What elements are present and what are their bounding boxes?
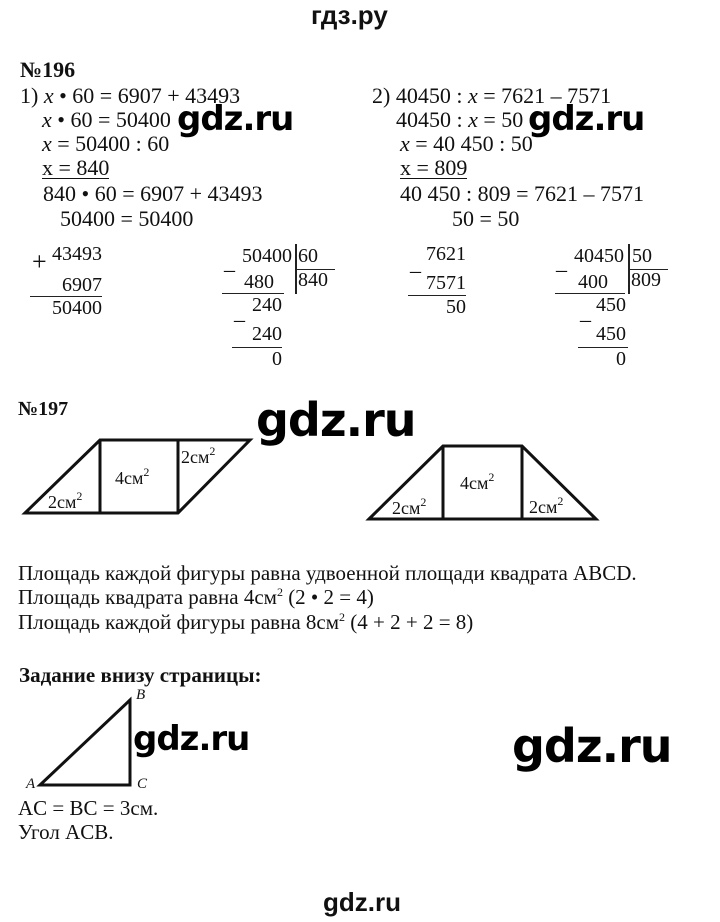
step-1: 400 — [578, 271, 608, 293]
bottom-task-title: Задание внизу страницы: — [19, 663, 262, 687]
divisor: 50 — [632, 245, 652, 267]
p2-answer: x = 809 — [400, 155, 468, 180]
fig1-right-area: $2см^2$ — [181, 444, 216, 467]
p2-line-2-rest: = 50 — [477, 107, 524, 132]
task-196-title: №196 — [20, 57, 76, 82]
remainder: 0 — [616, 348, 626, 370]
text-line-1: Площадь каждой фигуры равна удвоенной площади квадрата ABCD. — [18, 561, 637, 585]
sum-result: 50400 — [52, 297, 102, 319]
site-title: гдз.ру — [311, 0, 388, 30]
minuend: 7621 — [426, 243, 466, 265]
p1-line-3-rest: = 50400 : 60 — [51, 131, 170, 156]
quotient: 840 — [298, 269, 328, 291]
var-x: x — [400, 131, 410, 156]
quotient: 809 — [631, 269, 661, 291]
p1-line-1-num: 1) — [20, 83, 44, 108]
step-3: 240 — [252, 323, 282, 345]
watermark: gdz.ru — [528, 99, 645, 139]
bottom-line-1: AC = BC = 3см. — [18, 796, 159, 820]
subtrahend: 7571 — [426, 272, 466, 294]
p1-line-1-rest: • 60 = 6907 + 43493 — [53, 83, 241, 108]
vertex-b-label: B — [136, 687, 146, 703]
watermark: gdz.ru — [133, 719, 250, 759]
fig2-right-area: $2см^2$ — [529, 494, 564, 517]
p1-check: 840 • 60 = 6907 + 43493 — [43, 181, 263, 206]
minus-sign: _ — [234, 299, 245, 324]
fig2-center-area: $4см^2$ — [460, 470, 495, 493]
var-x: x — [42, 107, 52, 132]
p2-line-2-start: 40450 : — [396, 107, 469, 132]
fig1-left-area: $2см^2$ — [48, 489, 83, 512]
dividend: 50400 — [242, 245, 292, 267]
p2-check: 40 450 : 809 = 7621 – 7571 — [400, 181, 645, 206]
text-line-2: Площадь квадрата равна $4см^2$ (2 • 2 = 4) — [18, 585, 374, 609]
p2-check-result: 50 = 50 — [452, 206, 520, 231]
var-x: x — [468, 107, 478, 132]
text-line-3: Площадь каждой фигуры равна $8см^2$ (4 + 2 + 2 = 8) — [18, 610, 474, 634]
vertex-c-label: C — [137, 776, 148, 792]
footer-watermark: gdz.ru — [323, 887, 401, 917]
difference: 50 — [446, 296, 466, 318]
p2-line-1-rest: = 7621 – 7571 — [477, 83, 612, 108]
p2-line-1-start: 2) 40450 : — [372, 83, 468, 108]
step-1: 480 — [244, 271, 274, 293]
p1-answer: x = 840 — [42, 155, 110, 180]
step-2: 450 — [596, 294, 626, 316]
watermark: gdz.ru — [256, 393, 416, 447]
p2-line-3-rest: = 40 450 : 50 — [409, 131, 533, 156]
plus-sign: + — [32, 247, 47, 276]
addend-1: 43493 — [52, 243, 102, 265]
minus-sign: _ — [224, 249, 235, 274]
task-197-title: №197 — [18, 398, 69, 420]
var-x: x — [42, 131, 52, 156]
minus-sign: _ — [580, 299, 591, 324]
minus-sign: _ — [410, 250, 421, 275]
right-triangle — [40, 700, 130, 785]
divisor: 60 — [298, 245, 318, 267]
watermark: gdz.ru — [177, 99, 294, 139]
var-x: x — [467, 83, 478, 108]
bottom-line-2: Угол ACB. — [18, 820, 114, 844]
var-x: x — [43, 83, 54, 108]
dividend: 40450 — [574, 245, 624, 267]
fig2-left-area: $2см^2$ — [392, 495, 427, 518]
step-2: 240 — [252, 294, 282, 316]
p1-line-2-rest: • 60 = 50400 — [51, 107, 171, 132]
remainder: 0 — [272, 348, 282, 370]
addend-2: 6907 — [62, 274, 102, 296]
p1-check-result: 50400 = 50400 — [60, 206, 194, 231]
fig1-center-area: $4см^2$ — [115, 465, 150, 488]
watermark: gdz.ru — [512, 719, 672, 773]
vertex-a-label: A — [26, 776, 36, 792]
step-3: 450 — [596, 323, 626, 345]
minus-sign: _ — [556, 249, 567, 274]
